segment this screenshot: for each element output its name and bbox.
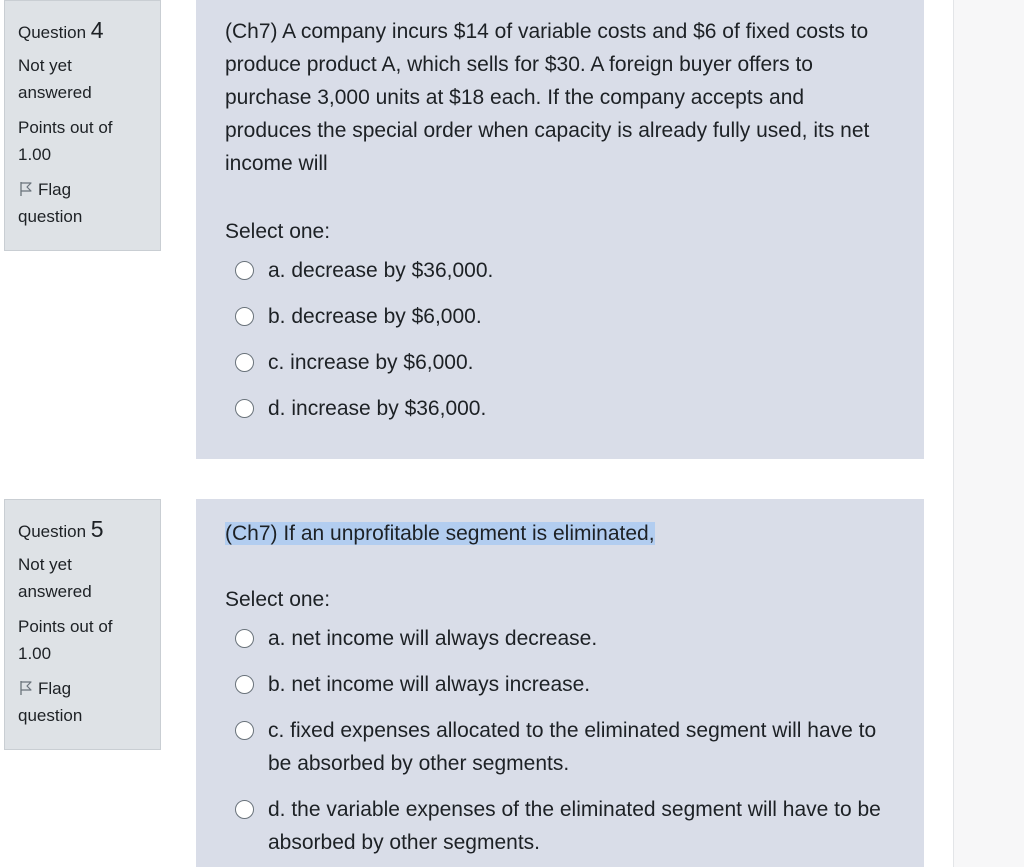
answer-label: a. decrease by $36,000. [268,259,494,282]
answer-label: d. the variable expenses of the eliminated segment will have to be absorbed by other segments. [268,798,881,854]
question-grade [18,613,160,667]
flag-question-button[interactable] [18,176,160,230]
radio-unchecked-icon[interactable] [235,307,254,326]
grade-line-1: Points out of [18,118,113,137]
question-5-content [196,499,924,867]
question-state [18,52,160,106]
grade-line-2: 1.00 [18,644,52,663]
question-number-value: 4 [90,17,104,43]
question-text [225,517,924,550]
answer-option-d[interactable] [225,793,924,859]
answer-label: c. increase by $6,000. [268,351,474,374]
answer-option-d[interactable] [225,392,924,425]
flag-question-button[interactable] [18,675,160,729]
answer-option-b[interactable] [225,300,924,333]
grade-line-2: 1.00 [18,145,52,164]
answer-label: b. decrease by $6,000. [268,305,482,328]
radio-unchecked-icon[interactable] [235,261,254,280]
answer-label: a. net income will always decrease. [268,627,598,650]
question-number-value: 5 [90,516,104,542]
flag-icon [18,181,34,197]
question-label: Question [18,522,87,541]
radio-unchecked-icon[interactable] [235,353,254,372]
flag-label-2: question [18,207,83,226]
radio-unchecked-icon[interactable] [235,399,254,418]
flag-label-2: question [18,706,83,725]
radio-unchecked-icon[interactable] [235,629,254,648]
radio-unchecked-icon[interactable] [235,721,254,740]
answer-label: b. net income will always increase. [268,673,591,696]
state-line-2: answered [18,582,92,601]
answer-option-a[interactable] [225,254,924,287]
answer-list [225,622,924,859]
answer-option-a[interactable] [225,622,924,655]
radio-unchecked-icon[interactable] [235,675,254,694]
select-one-prompt: Select one: [225,220,331,243]
radio-unchecked-icon[interactable] [235,800,254,819]
flag-icon [18,680,34,696]
question-5-info [4,499,161,750]
answer-label: c. fixed expenses allocated to the eliminated segment will have to be absorbed by other segments. [268,719,877,775]
answer-list [225,254,924,425]
question-state [18,551,160,605]
answer-label: d. increase by $36,000. [268,397,487,420]
question-text: (Ch7) A company incurs $14 of variable costs and $6 of fixed costs to produce product A, which sells for $30. A foreign buyer offers to purchase 3,000 units at $18 each. If the company accepts and produces the special order when capacity is already fully used, its net income will [225,20,870,175]
state-line-1: Not yet [18,56,72,75]
question-4-info [4,0,161,251]
state-line-2: answered [18,83,92,102]
question-number [18,19,160,44]
select-one-prompt: Select one: [225,588,331,611]
answer-option-b[interactable] [225,668,924,701]
flag-label-1: Flag [38,180,72,199]
answer-option-c[interactable] [225,714,924,780]
state-line-1: Not yet [18,555,72,574]
question-4-content [196,0,924,459]
question-grade [18,114,160,168]
question-number [18,518,160,543]
question-label: Question [18,23,87,42]
flag-label-1: Flag [38,679,72,698]
grade-line-1: Points out of [18,617,113,636]
answer-option-c[interactable] [225,346,924,379]
right-scroll-rail [953,0,1024,867]
selected-text-highlight: (Ch7) If an unprofitable segment is eliminated, [225,522,655,545]
